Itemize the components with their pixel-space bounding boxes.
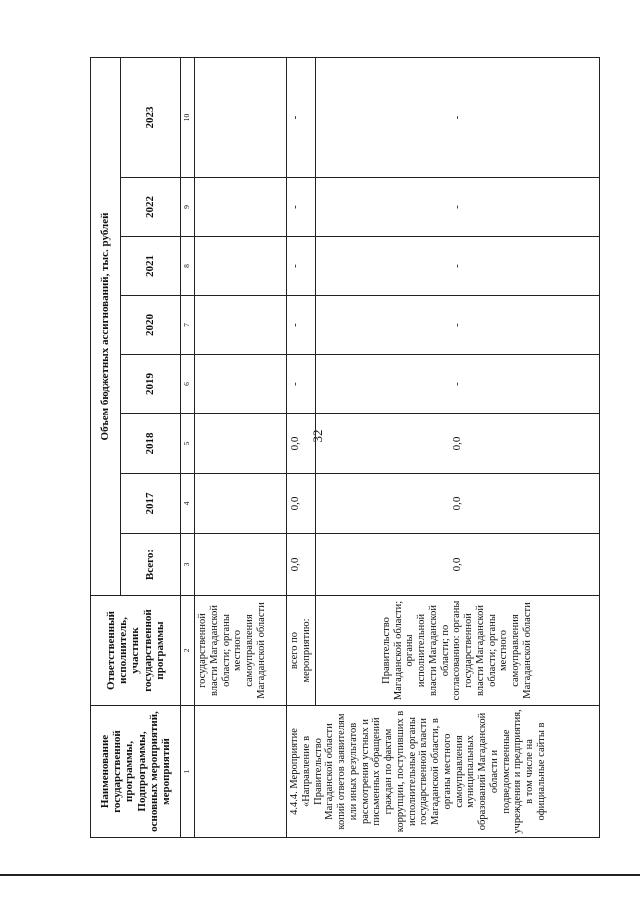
column-number: 4 <box>181 474 195 534</box>
row-value: - <box>315 178 600 237</box>
column-number: 8 <box>181 237 195 296</box>
row-responsible: Правительство Магаданской области; органы исполнительной власти Магаданской области; по согласованию: органы государственной власти Магаданской области; органы местного самоуправления Магаданской области <box>315 596 600 706</box>
row-value: - <box>315 296 600 355</box>
header-year: 2017 <box>121 474 181 534</box>
header-year: 2022 <box>121 178 181 237</box>
rotated-table-container <box>90 58 600 838</box>
row-value: - <box>287 178 316 237</box>
column-number: 5 <box>181 414 195 474</box>
row-value: - <box>287 57 316 177</box>
row-name <box>195 706 287 838</box>
row-value: 0,0 <box>287 474 316 534</box>
column-number: 1 <box>181 706 195 838</box>
header-year: 2018 <box>121 414 181 474</box>
header-year: 2020 <box>121 296 181 355</box>
table-row <box>195 57 287 837</box>
row-value: 0,0 <box>315 474 600 534</box>
column-number: 10 <box>181 57 195 177</box>
row-value: - <box>315 355 600 414</box>
header-year: 2019 <box>121 355 181 414</box>
header-budget-group: Объем бюджетных ассигнований, тыс. рублей <box>91 57 121 595</box>
row-value <box>195 474 287 534</box>
header-year: 2021 <box>121 237 181 296</box>
row-responsible: всего по мероприятию: <box>287 596 316 706</box>
column-number: 7 <box>181 296 195 355</box>
row-value: - <box>287 237 316 296</box>
row-value: - <box>315 237 600 296</box>
row-value: 0,0 <box>315 534 600 596</box>
row-value: 0,0 <box>287 534 316 596</box>
row-name: 4.4.4. Мероприятие «Направление в Правительство Магаданской области копий ответов заявителям или иных результатов рассмотрения устных и письменных обращений граждан по фактам коррупции, поступивших в исполнительные органы государственной власти Магаданской области, в органы местного самоуправления муниципальных образований Магаданской области и подведомственные учреждения и предприятия, в том числе на официальные сайты в <box>287 706 600 838</box>
row-value <box>195 355 287 414</box>
row-value: - <box>287 296 316 355</box>
row-value <box>195 237 287 296</box>
bottom-rule <box>0 874 640 876</box>
row-value: 0,0 <box>315 414 600 474</box>
column-number: 6 <box>181 355 195 414</box>
header-name: Наименование государственной программы, Подпрограммы, основных мероприятий, мероприятий <box>91 706 181 838</box>
page-number: 32 <box>310 429 325 443</box>
header-total: Всего: <box>121 534 181 596</box>
row-value <box>195 296 287 355</box>
column-number: 2 <box>181 596 195 706</box>
row-value <box>195 178 287 237</box>
column-number: 9 <box>181 178 195 237</box>
budget-table <box>90 57 600 838</box>
table-row <box>287 57 316 837</box>
header-responsible: Ответственный исполнитель, участник государственной программы <box>91 596 181 706</box>
row-value <box>195 414 287 474</box>
row-value <box>195 57 287 177</box>
row-value: - <box>315 57 600 177</box>
row-responsible: государственной власти Магаданской области; органы местного самоуправления Магаданской области <box>195 596 287 706</box>
column-number: 3 <box>181 534 195 596</box>
header-year: 2023 <box>121 57 181 177</box>
row-value <box>195 534 287 596</box>
row-value: - <box>287 355 316 414</box>
row-value: 0,0 <box>287 414 316 474</box>
